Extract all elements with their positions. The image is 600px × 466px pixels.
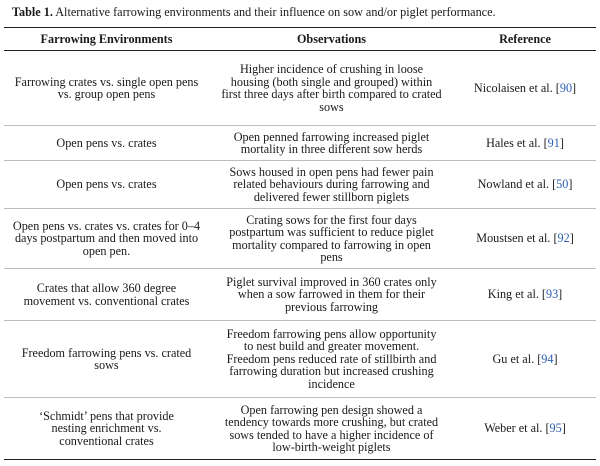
- observation-cell: Open penned farrowing increased piglet mortality in three different sow herds: [209, 126, 454, 161]
- environment-cell: Crates that allow 360 degree movement vs. conventional crates: [4, 269, 209, 321]
- reference-link[interactable]: 94: [541, 351, 554, 366]
- reference-link[interactable]: 95: [549, 421, 562, 436]
- reference-link[interactable]: 91: [547, 135, 560, 150]
- header-observations: Observations: [209, 28, 454, 51]
- table-body: [4, 51, 596, 460]
- reference-cell: Nowland et al. [50]: [454, 161, 596, 209]
- table-row: [4, 161, 596, 209]
- reference-link[interactable]: 50: [556, 177, 569, 192]
- header-reference: Reference: [454, 28, 596, 51]
- table-row: [4, 209, 596, 269]
- reference-author: Moustsen et al.: [476, 231, 551, 246]
- environment-cell: Farrowing crates vs. single open pens vs. group open pens: [4, 51, 209, 126]
- table-row: [4, 269, 596, 321]
- environment-cell: Open pens vs. crates: [4, 126, 209, 161]
- reference-link[interactable]: 93: [545, 287, 559, 302]
- reference-cell: Nicolaisen et al. [90]: [454, 51, 596, 126]
- observation-cell: Freedom farrowing pens allow opportunity to nest build and greater movement. Freedom pens reduced rate of stillbirth and farrowing duration but increased crushing incidence: [209, 321, 454, 398]
- caption-text: Alternative farrowing environments and their influence on sow and/or piglet performance.: [55, 5, 496, 19]
- table-caption: [12, 5, 592, 19]
- reference-cell: Weber et al. [95]: [454, 398, 596, 460]
- header-row: [4, 28, 596, 51]
- environment-cell: Freedom farrowing pens vs. crated sows: [4, 321, 209, 398]
- reference-author: King et al.: [487, 287, 539, 302]
- table-row: [4, 398, 596, 460]
- observation-cell: Higher incidence of crushing in loose housing (both single and grouped) within first three days after birth compared to crated sows: [209, 51, 454, 126]
- reference-cell: King et al. [93]: [454, 269, 596, 321]
- reference-author: Nicolaisen et al.: [473, 80, 553, 95]
- environment-cell: Open pens vs. crates vs. crates for 0–4 days postpartum and then moved into open pen.: [4, 209, 209, 269]
- reference-cell: Gu et al. [94]: [454, 321, 596, 398]
- reference-author: Nowland et al.: [477, 177, 550, 192]
- reference-link[interactable]: 90: [559, 80, 573, 95]
- reference-author: Gu et al.: [492, 351, 535, 366]
- table-row: [4, 51, 596, 126]
- observation-cell: Piglet survival improved in 360 crates only when a sow farrowed in them for their previous farrowing: [209, 269, 454, 321]
- observation-cell: Sows housed in open pens had fewer pain related behaviours during farrowing and delivered fewer stillborn piglets: [209, 161, 454, 209]
- farrowing-table: [4, 27, 596, 460]
- caption-label: Table 1.: [12, 5, 53, 19]
- reference-cell: Moustsen et al. [92]: [454, 209, 596, 269]
- header-environments: Farrowing Environments: [4, 28, 209, 51]
- environment-cell: Open pens vs. crates: [4, 161, 209, 209]
- reference-author: Weber et al.: [484, 421, 543, 436]
- observation-cell: Open farrowing pen design showed a tendency towards more crushing, but crated sows tended to have a higher incidence of low-birth-weight piglets: [209, 398, 454, 460]
- observation-cell: Crating sows for the first four days postpartum was sufficient to reduce piglet mortality compared to farrowing in open pens: [209, 209, 454, 269]
- table-row: [4, 126, 596, 161]
- table-row: [4, 321, 596, 398]
- table-header: [4, 28, 596, 51]
- reference-author: Hales et al.: [486, 135, 541, 150]
- reference-link[interactable]: 92: [557, 231, 570, 246]
- environment-cell: ‘Schmidt’ pens that provide nesting enrichment vs. conventional crates: [4, 398, 209, 460]
- reference-cell: Hales et al. [91]: [454, 126, 596, 161]
